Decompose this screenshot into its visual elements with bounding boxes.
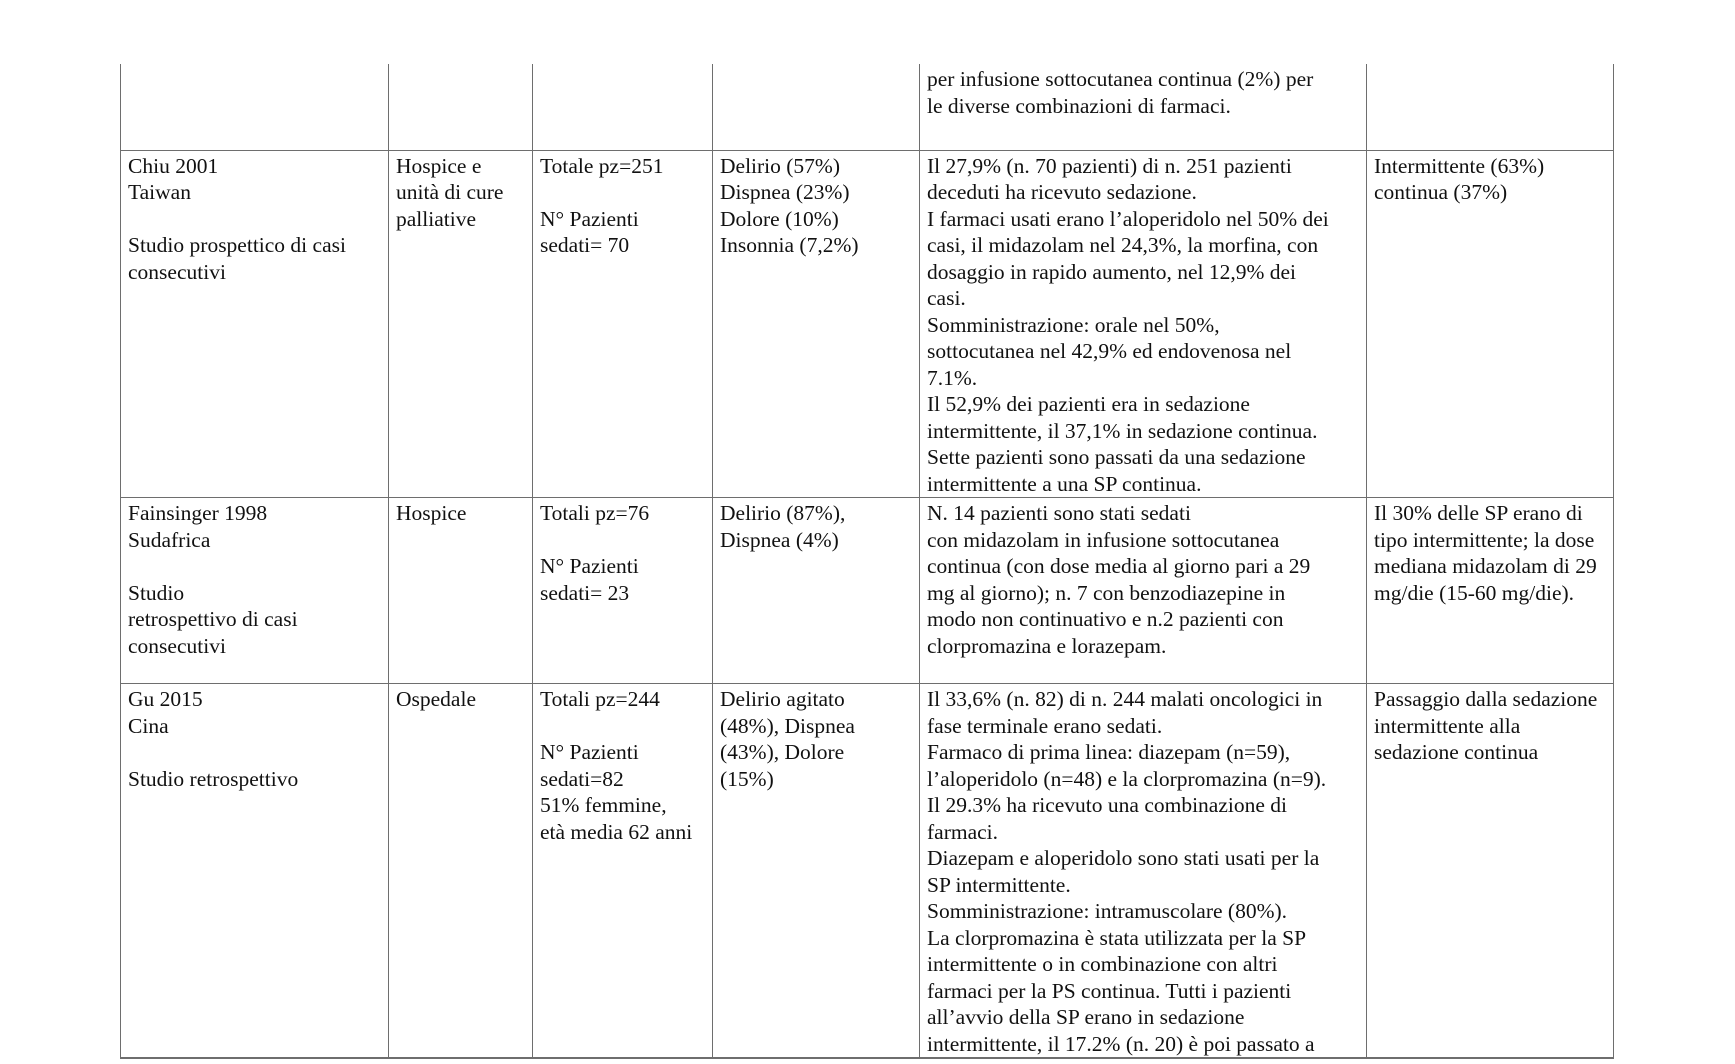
patients-cell: Totale pz=251 N° Pazienti sedati= 70: [533, 150, 713, 498]
study-cell: Fainsinger 1998 Sudafrica Studio retrospettivo di casi consecutivi: [121, 498, 389, 684]
results-cell: Il 27,9% (n. 70 pazienti) di n. 251 pazienti deceduti ha ricevuto sedazione. I farmaci usati erano l’aloperidolo nel 50% dei casi, il midazolam nel 24,3%, la morfina, con dosaggio in rapido aumento, nel 12,9% dei casi. Somministrazione: orale nel 50%, sottocutanea nel 42,9% ed endovenosa nel 7.1%. Il 52,9% dei pazienti era in sedazione intermittente, il 37,1% in sedazione continua. Sette pazienti sono passati da una sedazione intermittente a una SP continua.: [920, 150, 1367, 498]
sedation-type-cell: Intermittente (63%) continua (37%): [1367, 150, 1614, 498]
table-row-continued: [121, 64, 1614, 150]
symptoms-cell: Delirio (87%), Dispnea (4%): [713, 498, 920, 684]
symptoms-cell: Delirio agitato (48%), Dispnea (43%), Dolore (15%): [713, 684, 920, 1059]
table-row-gu-2015: [121, 684, 1614, 1059]
results-cell: per infusione sottocutanea continua (2%) per le diverse combinazioni di farmaci.: [920, 64, 1367, 150]
sedation-type-cell: [1367, 64, 1614, 150]
studies-table: [120, 64, 1614, 1059]
results-cell: N. 14 pazienti sono stati sedati con midazolam in infusione sottocutanea continua (con dose media al giorno pari a 29 mg al giorno); n. 7 con benzodiazepine in modo non continuativo e n.2 pazienti con clorpromazina e lorazepam.: [920, 498, 1367, 684]
study-cell: Gu 2015 Cina Studio retrospettivo: [121, 684, 389, 1059]
study-cell: [121, 64, 389, 150]
patients-cell: Totali pz=244 N° Pazienti sedati=82 51% femmine, età media 62 anni: [533, 684, 713, 1059]
sedation-type-cell: Passaggio dalla sedazione intermittente alla sedazione continua: [1367, 684, 1614, 1059]
setting-cell: Ospedale: [389, 684, 533, 1059]
results-cell: Il 33,6% (n. 82) di n. 244 malati oncologici in fase terminale erano sedati. Farmaco di prima linea: diazepam (n=59), l’aloperidolo (n=48) e la clorpromazina (n=9). Il 29.3% ha ricevuto una combinazione di farmaci. Diazepam e aloperidolo sono stati usati per la SP intermittente. Somministrazione: intramuscolare (80%). La clorpromazina è stata utilizzata per la SP intermittente o in combinazione con altri farmaci per la PS continua. Tutti i pazienti all’avvio della SP erano in sedazione intermittente, il 17.2% (n. 20) è poi passato a: [920, 684, 1367, 1059]
table-row-fainsinger-1998: [121, 498, 1614, 684]
patients-cell: Totali pz=76 N° Pazienti sedati= 23: [533, 498, 713, 684]
symptoms-cell: Delirio (57%) Dispnea (23%) Dolore (10%) Insonnia (7,2%): [713, 150, 920, 498]
setting-cell: Hospice e unità di cure palliative: [389, 150, 533, 498]
setting-cell: Hospice: [389, 498, 533, 684]
setting-cell: [389, 64, 533, 150]
symptoms-cell: [713, 64, 920, 150]
sedation-type-cell: Il 30% delle SP erano di tipo intermittente; la dose mediana midazolam di 29 mg/die (15-60 mg/die).: [1367, 498, 1614, 684]
table-row-chiu-2001: [121, 150, 1614, 498]
study-cell: Chiu 2001 Taiwan Studio prospettico di casi consecutivi: [121, 150, 389, 498]
patients-cell: [533, 64, 713, 150]
